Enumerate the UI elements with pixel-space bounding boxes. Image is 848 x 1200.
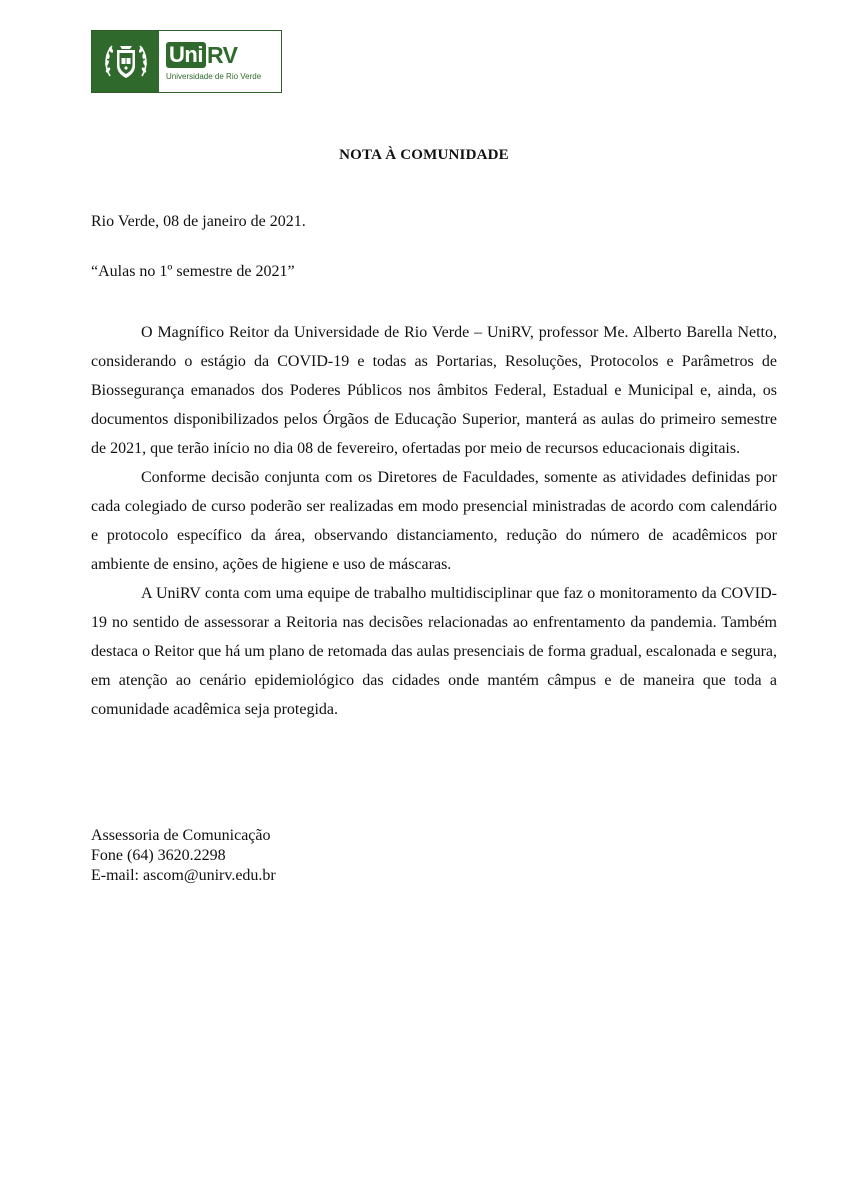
unirv-logo bbox=[91, 30, 282, 93]
body-paragraph: A UniRV conta com uma equipe de trabalho multidisciplinar que faz o monitoramento da COVID-19 no sentido de assessorar a Reitoria nas decisões relacionadas ao enfrentamento da pandemia. Também destaca o Reitor que há um plano de retomada das aulas presenciais de forma gradual, escalonada e segura, em atenção ao cenário epidemiológico das cidades onde mantém câmpus e de maneira que toda a comunidade acadêmica seja protegida. bbox=[91, 585, 777, 718]
body-paragraph: O Magnífico Reitor da Universidade de Rio Verde – UniRV, professor Me. Alberto Barella Netto, considerando o estágio da COVID-19 e todas as Portarias, Resoluções, Protocolos e Parâmetros de Biossegurança emanados dos Poderes Públicos nos âmbitos Federal, Estadual e Municipal e, ainda, os documentos disponibilizados pelos Órgãos de Educação Superior, manterá as aulas do primeiro semestre de 2021, que terão início no dia 08 de fevereiro, ofertadas por meio de recursos educacionais digitais. bbox=[91, 324, 777, 457]
logo-wordmark bbox=[159, 31, 281, 92]
subject-line: “Aulas no 1º semestre de 2021” bbox=[91, 263, 295, 280]
logo-brand-rv: RV bbox=[206, 42, 238, 68]
contact-phone: Fone (64) 3620.2298 bbox=[91, 847, 226, 864]
contact-block bbox=[91, 826, 276, 886]
body-paragraph: Conforme decisão conjunta com os Diretores de Faculdades, somente as atividades definidas por cada colegiado de curso poderão ser realizadas em modo presencial ministradas de acordo com calendário e protocolo específico da área, observando distanciamento, redução do número de acadêmicos por ambiente de ensino, ações de higiene e uso de máscaras. bbox=[91, 469, 777, 573]
logo-brand bbox=[166, 42, 281, 68]
document-title: NOTA À COMUNIDADE bbox=[339, 147, 509, 163]
logo-subtitle: Universidade de Rio Verde bbox=[166, 72, 262, 81]
logo-brand-uni: Uni bbox=[166, 42, 206, 68]
document-body bbox=[91, 318, 777, 724]
contact-email: E-mail: ascom@unirv.edu.br bbox=[91, 867, 276, 884]
contact-department: Assessoria de Comunicação bbox=[91, 827, 271, 844]
date-line: Rio Verde, 08 de janeiro de 2021. bbox=[91, 213, 306, 230]
university-seal-icon bbox=[92, 31, 159, 92]
